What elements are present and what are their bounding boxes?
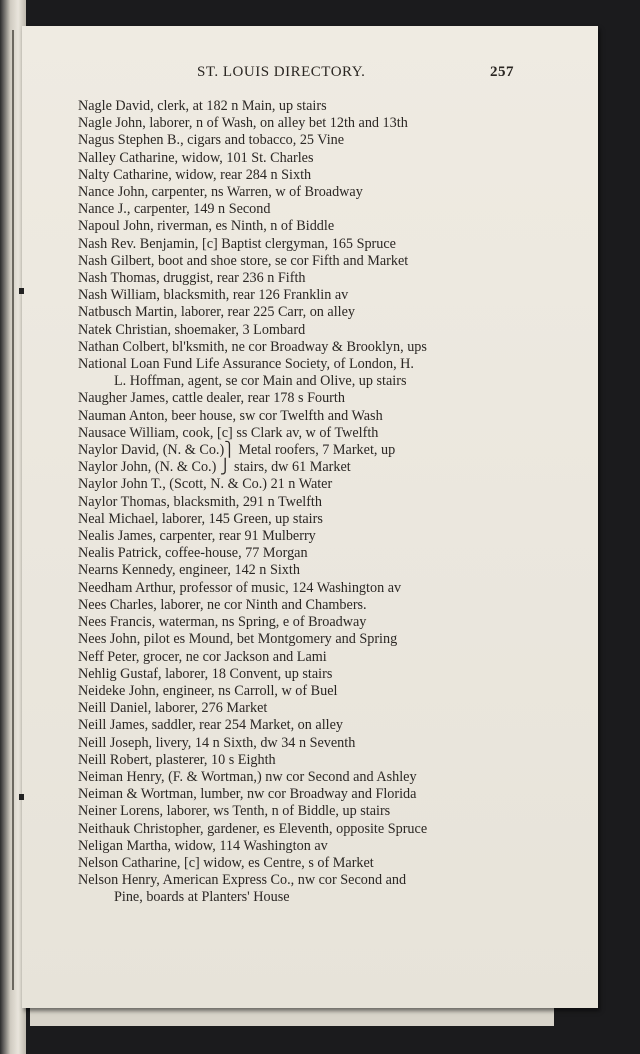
directory-entry: Naylor Thomas, blacksmith, 291 n Twelfth <box>78 493 322 510</box>
directory-entry: Neill James, saddler, rear 254 Market, on alley <box>78 717 343 734</box>
directory-entries <box>78 98 538 907</box>
directory-entry: Neiman & Wortman, lumber, nw cor Broadway and Florida <box>78 786 417 803</box>
directory-entry: Naugher James, cattle dealer, rear 178 s Fourth <box>78 390 345 407</box>
spine-edge <box>12 30 14 990</box>
directory-entry: Nearns Kennedy, engineer, 142 n Sixth <box>78 562 300 579</box>
directory-entry: Nauman Anton, beer house, sw cor Twelfth and Wash <box>78 407 383 424</box>
directory-entry: Natek Christian, shoemaker, 3 Lombard <box>78 321 306 338</box>
directory-entry: Naylor David, (N. & Co.)⎫ Metal roofers, 7 Market, up <box>78 442 396 459</box>
directory-entry: Natbusch Martin, laborer, rear 225 Carr, on alley <box>78 304 355 321</box>
directory-entry: Neligan Martha, widow, 114 Washington av <box>78 837 328 854</box>
directory-page <box>22 26 598 1008</box>
running-header <box>22 64 598 84</box>
directory-entry: Neff Peter, grocer, ne cor Jackson and Lami <box>78 648 327 665</box>
directory-entry: Nalley Catharine, widow, 101 St. Charles <box>78 149 314 166</box>
directory-entry: Nagle John, laborer, n of Wash, on alley bet 12th and 13th <box>78 115 408 132</box>
binding-mark <box>19 288 24 294</box>
directory-entry: Neiner Lorens, laborer, ws Tenth, n of Biddle, up stairs <box>78 803 391 820</box>
directory-entry-continuation: Pine, boards at Planters' House <box>114 889 290 906</box>
directory-entry: Nash William, blacksmith, rear 126 Franklin av <box>78 287 349 304</box>
directory-entry: Nehlig Gustaf, laborer, 18 Convent, up stairs <box>78 665 333 682</box>
directory-entry: Nance J., carpenter, 149 n Second <box>78 201 271 218</box>
directory-entry: Nelson Henry, American Express Co., nw cor Second and <box>78 872 407 889</box>
binding-mark <box>19 794 24 800</box>
directory-entry: Nance John, carpenter, ns Warren, w of Broadway <box>78 184 363 201</box>
directory-entry: Neal Michael, laborer, 145 Green, up stairs <box>78 510 323 527</box>
directory-entry: Naylor John, (N. & Co.) ⎭ stairs, dw 61 Market <box>78 459 351 476</box>
directory-entry: Nees Charles, laborer, ne cor Ninth and Chambers. <box>78 596 367 613</box>
directory-entry: Neill Joseph, livery, 14 n Sixth, dw 34 n Seventh <box>78 734 356 751</box>
directory-entry: Nausace William, cook, [c] ss Clark av, w of Twelfth <box>78 424 379 441</box>
directory-entry: Needham Arthur, professor of music, 124 Washington av <box>78 579 402 596</box>
directory-entry: Nagle David, clerk, at 182 n Main, up stairs <box>78 98 327 114</box>
directory-entry: Nalty Catharine, widow, rear 284 n Sixth <box>78 166 312 183</box>
directory-entry: Napoul John, riverman, es Ninth, n of Biddle <box>78 218 335 235</box>
directory-entry: Neithauk Christopher, gardener, es Eleventh, opposite Spruce <box>78 820 428 837</box>
directory-entry: Nash Thomas, druggist, rear 236 n Fifth <box>78 270 306 287</box>
page-title: ST. LOUIS DIRECTORY. <box>197 64 366 80</box>
directory-entry: Nelson Catharine, [c] widow, es Centre, s of Market <box>78 854 374 871</box>
directory-entry: Naylor John T., (Scott, N. & Co.) 21 n Water <box>78 476 333 493</box>
directory-entry: Nees Francis, waterman, ns Spring, e of Broadway <box>78 614 367 631</box>
directory-entry: Neill Daniel, laborer, 276 Market <box>78 700 268 717</box>
directory-entry: Nagus Stephen B., cigars and tobacco, 25 Vine <box>78 132 345 149</box>
directory-entry: Nash Rev. Benjamin, [c] Baptist clergyman, 165 Spruce <box>78 235 396 252</box>
directory-entry: Nathan Colbert, bl'ksmith, ne cor Broadway & Brooklyn, ups <box>78 338 427 355</box>
directory-entry-continuation: L. Hoffman, agent, se cor Main and Olive, up stairs <box>114 373 407 390</box>
directory-entry: Neill Robert, plasterer, 10 s Eighth <box>78 751 276 768</box>
directory-entry: Nealis James, carpenter, rear 91 Mulberry <box>78 528 316 545</box>
page-number: 257 <box>490 64 514 80</box>
directory-entry: Nash Gilbert, boot and shoe store, se cor Fifth and Market <box>78 252 409 269</box>
directory-entry: Neideke John, engineer, ns Carroll, w of Buel <box>78 682 338 699</box>
directory-entry: Nees John, pilot es Mound, bet Montgomery and Spring <box>78 631 398 648</box>
directory-entry: National Loan Fund Life Assurance Society, of London, H. <box>78 356 414 373</box>
directory-entry: Nealis Patrick, coffee-house, 77 Morgan <box>78 545 308 562</box>
directory-entry: Neiman Henry, (F. & Wortman,) nw cor Second and Ashley <box>78 768 417 785</box>
